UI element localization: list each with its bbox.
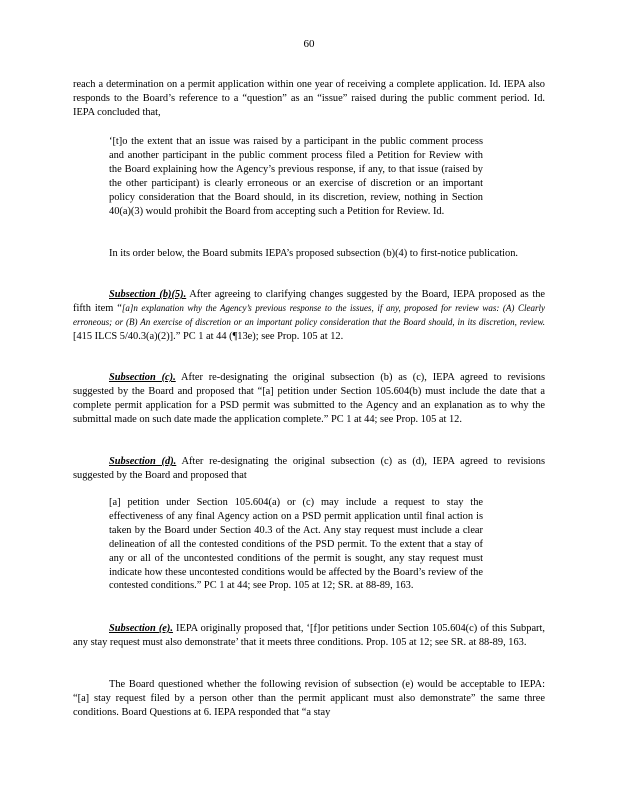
paragraph-subsection-b5 (73, 288, 545, 344)
paragraph-subsection-c (73, 371, 545, 427)
subsection-heading: Subsection (d). (109, 456, 177, 467)
paragraph-subsection-d (73, 455, 545, 483)
paragraph-2: In its order below, the Board submits IEPA’s proposed subsection (b)(4) to first-notice publication. (109, 248, 519, 259)
subsection-heading: Subsection (e). (109, 623, 173, 634)
block-quote-2: [a] petition under Section 105.604(a) or (c) may include a request to stay the effectiveness of any final Agency action on a PSD permit application until final action is taken by the Board under Section 40.3 of the Act. Any stay request must include a clear delineation of all the contested conditions of the PSD permit. To the extent that a stay of any or all of the uncontested conditions of the permit is sought, any stay request must indicate how these uncontested conditions would be affected by the Board’s review of the contested conditions.” PC 1 at 44; see Prop. 105 at 12; SR. at 88-89, 163. (109, 497, 483, 592)
subsection-heading: Subsection (c). (109, 372, 176, 383)
paragraph-text: [415 ILCS 5/40.3(a)(2)].” PC 1 at 44 (¶13e); see Prop. 105 at 12. (73, 330, 344, 342)
paragraph-text: IEPA originally proposed that, ‘[f]or petitions under Section 105.604(c) of this Subpart, any stay request must also demonstrate’ that it meets three conditions. Prop. 105 at 12; see SR. at 88-89, 163. (73, 623, 545, 648)
page-number: 60 (303, 38, 315, 50)
paragraph-text: After re-designating the original subsection (b) as (c), IEPA agreed to revisions suggested by the Board and proposed that “[a] petition under Section 105.604(b) must include the date that a complete permit application for a PSD permit was submitted to the Agency and an explanation as to why the submittal made on such date made the application complete.” PC 1 at 44; see Prop. 105 at 12. (73, 372, 546, 425)
paragraph-text: After re-designating the original subsection (c) as (d), IEPA agreed to revisions suggested by the Board and proposed that (73, 456, 545, 481)
paragraph-text: After agreeing to clarifying changes suggested by the Board, IEPA proposed as the fifth item “ (73, 289, 546, 314)
paragraph-1: reach a determination on a permit application within one year of receiving a complete application. Id. IEPA also responds to the Board’s reference to a “question” as an “issue” raised during the public comment period. Id. IEPA concluded that, (73, 79, 545, 118)
block-quote-1: ‘[t]o the extent that an issue was raised by a participant in the public comment process and another participant in the public comment process filed a Petition for Review with the Board explaining how the Agency’s previous response, if any, to that issue (raised by the other participant) is clearly erroneous or an exercise of discretion or an important policy consideration that the Board should, in its discretion, review, nothing in Section 40(a)(3) would prohibit the Board from accepting such a Petition for Review. Id. (109, 136, 483, 217)
paragraph-subsection-e (73, 622, 545, 650)
subsection-heading: Subsection (b)(5). (109, 289, 187, 300)
paragraph-7: The Board questioned whether the following revision of subsection (e) would be acceptable to IEPA: “[a] stay request filed by a person other than the permit applicant must also demonstrate” the same three conditions. Board Questions at 6. IEPA responded that “a stay (73, 679, 545, 718)
statute-quote: [a]n explanation why the Agency’s previous response to the issues, if any, proposed for review was: (A) Clearly erroneous; or (B) An exercise of discretion or an important policy consideration that the Board should, in its discretion, review. (73, 302, 545, 327)
